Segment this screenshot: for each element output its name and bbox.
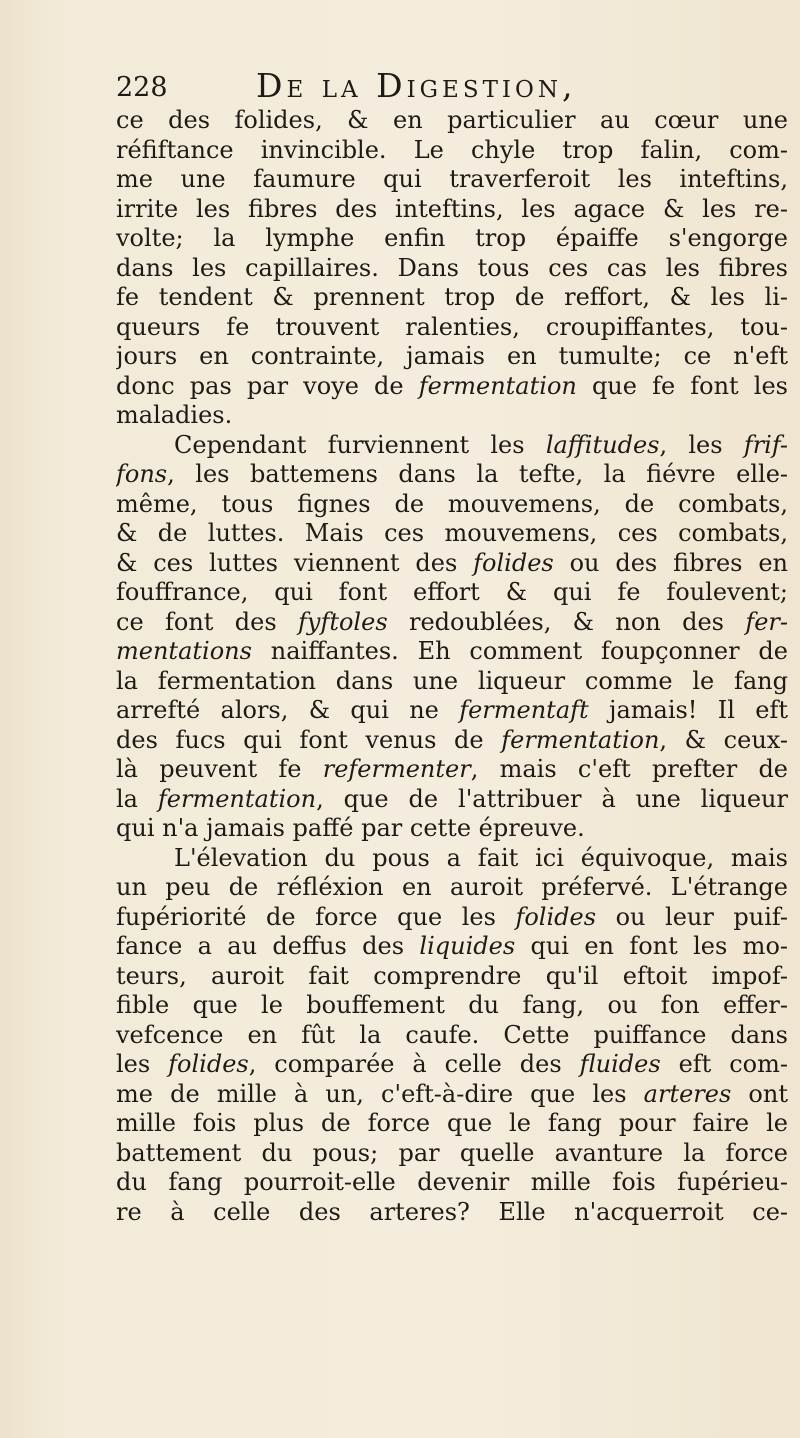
text-line	[116, 1080, 788, 1110]
text-segment: arrefté alors, & qui ne	[116, 696, 460, 724]
text-line	[116, 962, 788, 992]
text-segment: eft com-	[660, 1050, 788, 1078]
text-line	[116, 224, 788, 254]
italic-term: fer-	[745, 607, 788, 636]
text-segment: redoublées, & non des	[387, 607, 746, 636]
text-segment: me une faumure qui traverferoit les inteftins,	[116, 165, 788, 193]
text-segment: dans les capillaires. Dans tous ces cas les fibres	[116, 253, 788, 282]
text-segment: , les battemens dans la tefte, la fiévre elle-	[167, 460, 788, 488]
text-line	[116, 1168, 788, 1198]
text-line	[116, 667, 788, 697]
text-line	[116, 608, 788, 638]
text-segment: donc pas par voye de	[116, 371, 419, 400]
page-number: 228	[116, 72, 168, 103]
text-segment: les	[116, 1050, 169, 1078]
text-segment: là peuvent fe	[116, 755, 323, 783]
text-segment: , les	[659, 430, 744, 459]
text-line	[116, 932, 788, 962]
text-line	[116, 372, 788, 402]
text-segment: ou leur puif-	[596, 902, 788, 931]
text-line	[116, 726, 788, 756]
text-segment: jours en contrainte, jamais en tumulte; ce n'eft	[116, 342, 788, 370]
text-line	[116, 814, 788, 844]
text-segment: qui en font les mo-	[515, 932, 788, 960]
text-line	[116, 401, 788, 431]
text-segment: teurs, auroit fait comprendre qu'il eftoit impof-	[116, 961, 788, 990]
text-line	[116, 637, 788, 667]
text-line	[116, 1139, 788, 1169]
page-header	[116, 66, 716, 106]
body-text	[116, 106, 788, 1227]
text-line	[116, 460, 788, 490]
text-segment: naiffantes. Eh comment foupçonner de	[251, 637, 788, 665]
text-line	[116, 136, 788, 166]
text-line	[116, 903, 788, 933]
text-line	[116, 549, 788, 579]
text-segment: mille fois plus de force que le fang pour faire le	[116, 1109, 788, 1137]
text-segment: un peu de réfléxion en auroit préfervé. L'étrange	[116, 873, 788, 901]
text-segment: Cependant furviennent les	[174, 430, 546, 459]
text-line	[116, 696, 788, 726]
text-segment: ou des fibres en	[553, 548, 788, 577]
italic-term: fermentation	[157, 784, 317, 813]
italic-term: mentations	[116, 637, 252, 665]
text-segment: , mais c'eft prefter de	[470, 755, 788, 783]
text-segment: & de luttes. Mais ces mouvemens, ces combats,	[116, 519, 788, 547]
text-segment: & ces luttes viennent des	[116, 548, 474, 577]
text-segment: du fang pourroit-elle devenir mille fois fupérieu-	[116, 1168, 788, 1196]
text-line	[116, 991, 788, 1021]
text-segment: ont	[731, 1079, 788, 1108]
text-line	[116, 844, 788, 874]
text-line	[116, 490, 788, 520]
text-line	[116, 283, 788, 313]
text-segment: irrite les fibres des inteftins, les agace & les re-	[116, 194, 788, 223]
italic-term: frif-	[743, 430, 788, 459]
text-segment: maladies.	[116, 401, 233, 429]
text-segment: queurs fe trouvent ralenties, croupiffantes, tou-	[116, 312, 788, 341]
text-line	[116, 106, 788, 136]
text-line	[116, 519, 788, 549]
running-title: De la Digestion,	[256, 66, 577, 105]
text-segment: vefcence en fût la caufe. Cette puiffance dans	[116, 1020, 788, 1049]
text-segment: re à celle des arteres? Elle n'acquerroit ce-	[116, 1197, 788, 1226]
text-segment: fouffrance, qui font effort & qui fe foulevent;	[116, 578, 788, 606]
text-segment: fupériorité de force que les	[116, 902, 516, 931]
text-segment: battement du pous; par quelle avanture la force	[116, 1138, 788, 1167]
text-segment: ce des folides, & en particulier au cœur une	[116, 106, 788, 134]
text-line	[116, 195, 788, 225]
text-line	[116, 254, 788, 284]
text-segment: jamais! Il eft	[588, 696, 788, 724]
italic-term: folides	[515, 902, 597, 931]
text-segment: fance a au deffus des	[116, 932, 420, 960]
text-line	[116, 578, 788, 608]
text-line	[116, 313, 788, 343]
italic-term: fons	[116, 460, 168, 488]
text-segment: des fucs qui font venus de	[116, 725, 502, 754]
italic-term: fermentation	[418, 371, 577, 400]
text-line	[116, 342, 788, 372]
italic-term: liquides	[419, 932, 516, 960]
text-segment: me de mille à un, c'eft-à-dire que les	[116, 1079, 644, 1108]
italic-term: fermentation	[501, 725, 660, 754]
text-segment: qui n'a jamais paffé par cette épreuve.	[116, 814, 585, 842]
text-segment: fible que le bouffement du fang, ou fon effer-	[116, 991, 788, 1019]
text-segment: fe tendent & prennent trop de reffort, & les li-	[116, 283, 788, 311]
italic-term: arteres	[643, 1079, 732, 1108]
text-line	[116, 1109, 788, 1139]
text-line	[116, 165, 788, 195]
text-segment: la	[116, 784, 158, 813]
text-segment: , que de l'attribuer à une liqueur	[316, 784, 788, 813]
text-line	[116, 785, 788, 815]
text-segment: la fermentation dans une liqueur comme le fang	[116, 666, 788, 695]
text-segment: que fe font les	[576, 371, 788, 400]
italic-term: fermentaft	[459, 696, 589, 724]
italic-term: laffitudes	[545, 430, 660, 459]
text-line	[116, 431, 788, 461]
italic-term: fluides	[579, 1050, 661, 1078]
text-line	[116, 755, 788, 785]
text-segment: , comparée à celle des	[248, 1050, 580, 1078]
italic-term: refermenter	[322, 755, 471, 783]
text-line	[116, 873, 788, 903]
text-segment: ce font des	[116, 607, 299, 636]
text-segment: volte; la lymphe enfin trop épaiffe s'engorge	[116, 224, 788, 252]
italic-term: fyftoles	[298, 607, 388, 636]
text-segment: même, tous fignes de mouvemens, de combats,	[116, 489, 788, 518]
text-segment: L'élevation du pous a fait ici équivoque, mais	[174, 843, 788, 872]
italic-term: folides	[168, 1050, 249, 1078]
text-segment: , & ceux-	[659, 725, 788, 754]
italic-term: folides	[473, 548, 554, 577]
text-line	[116, 1021, 788, 1051]
text-line	[116, 1198, 788, 1228]
text-segment: réfiftance invincible. Le chyle trop falin, com-	[116, 135, 788, 164]
text-line	[116, 1050, 788, 1080]
